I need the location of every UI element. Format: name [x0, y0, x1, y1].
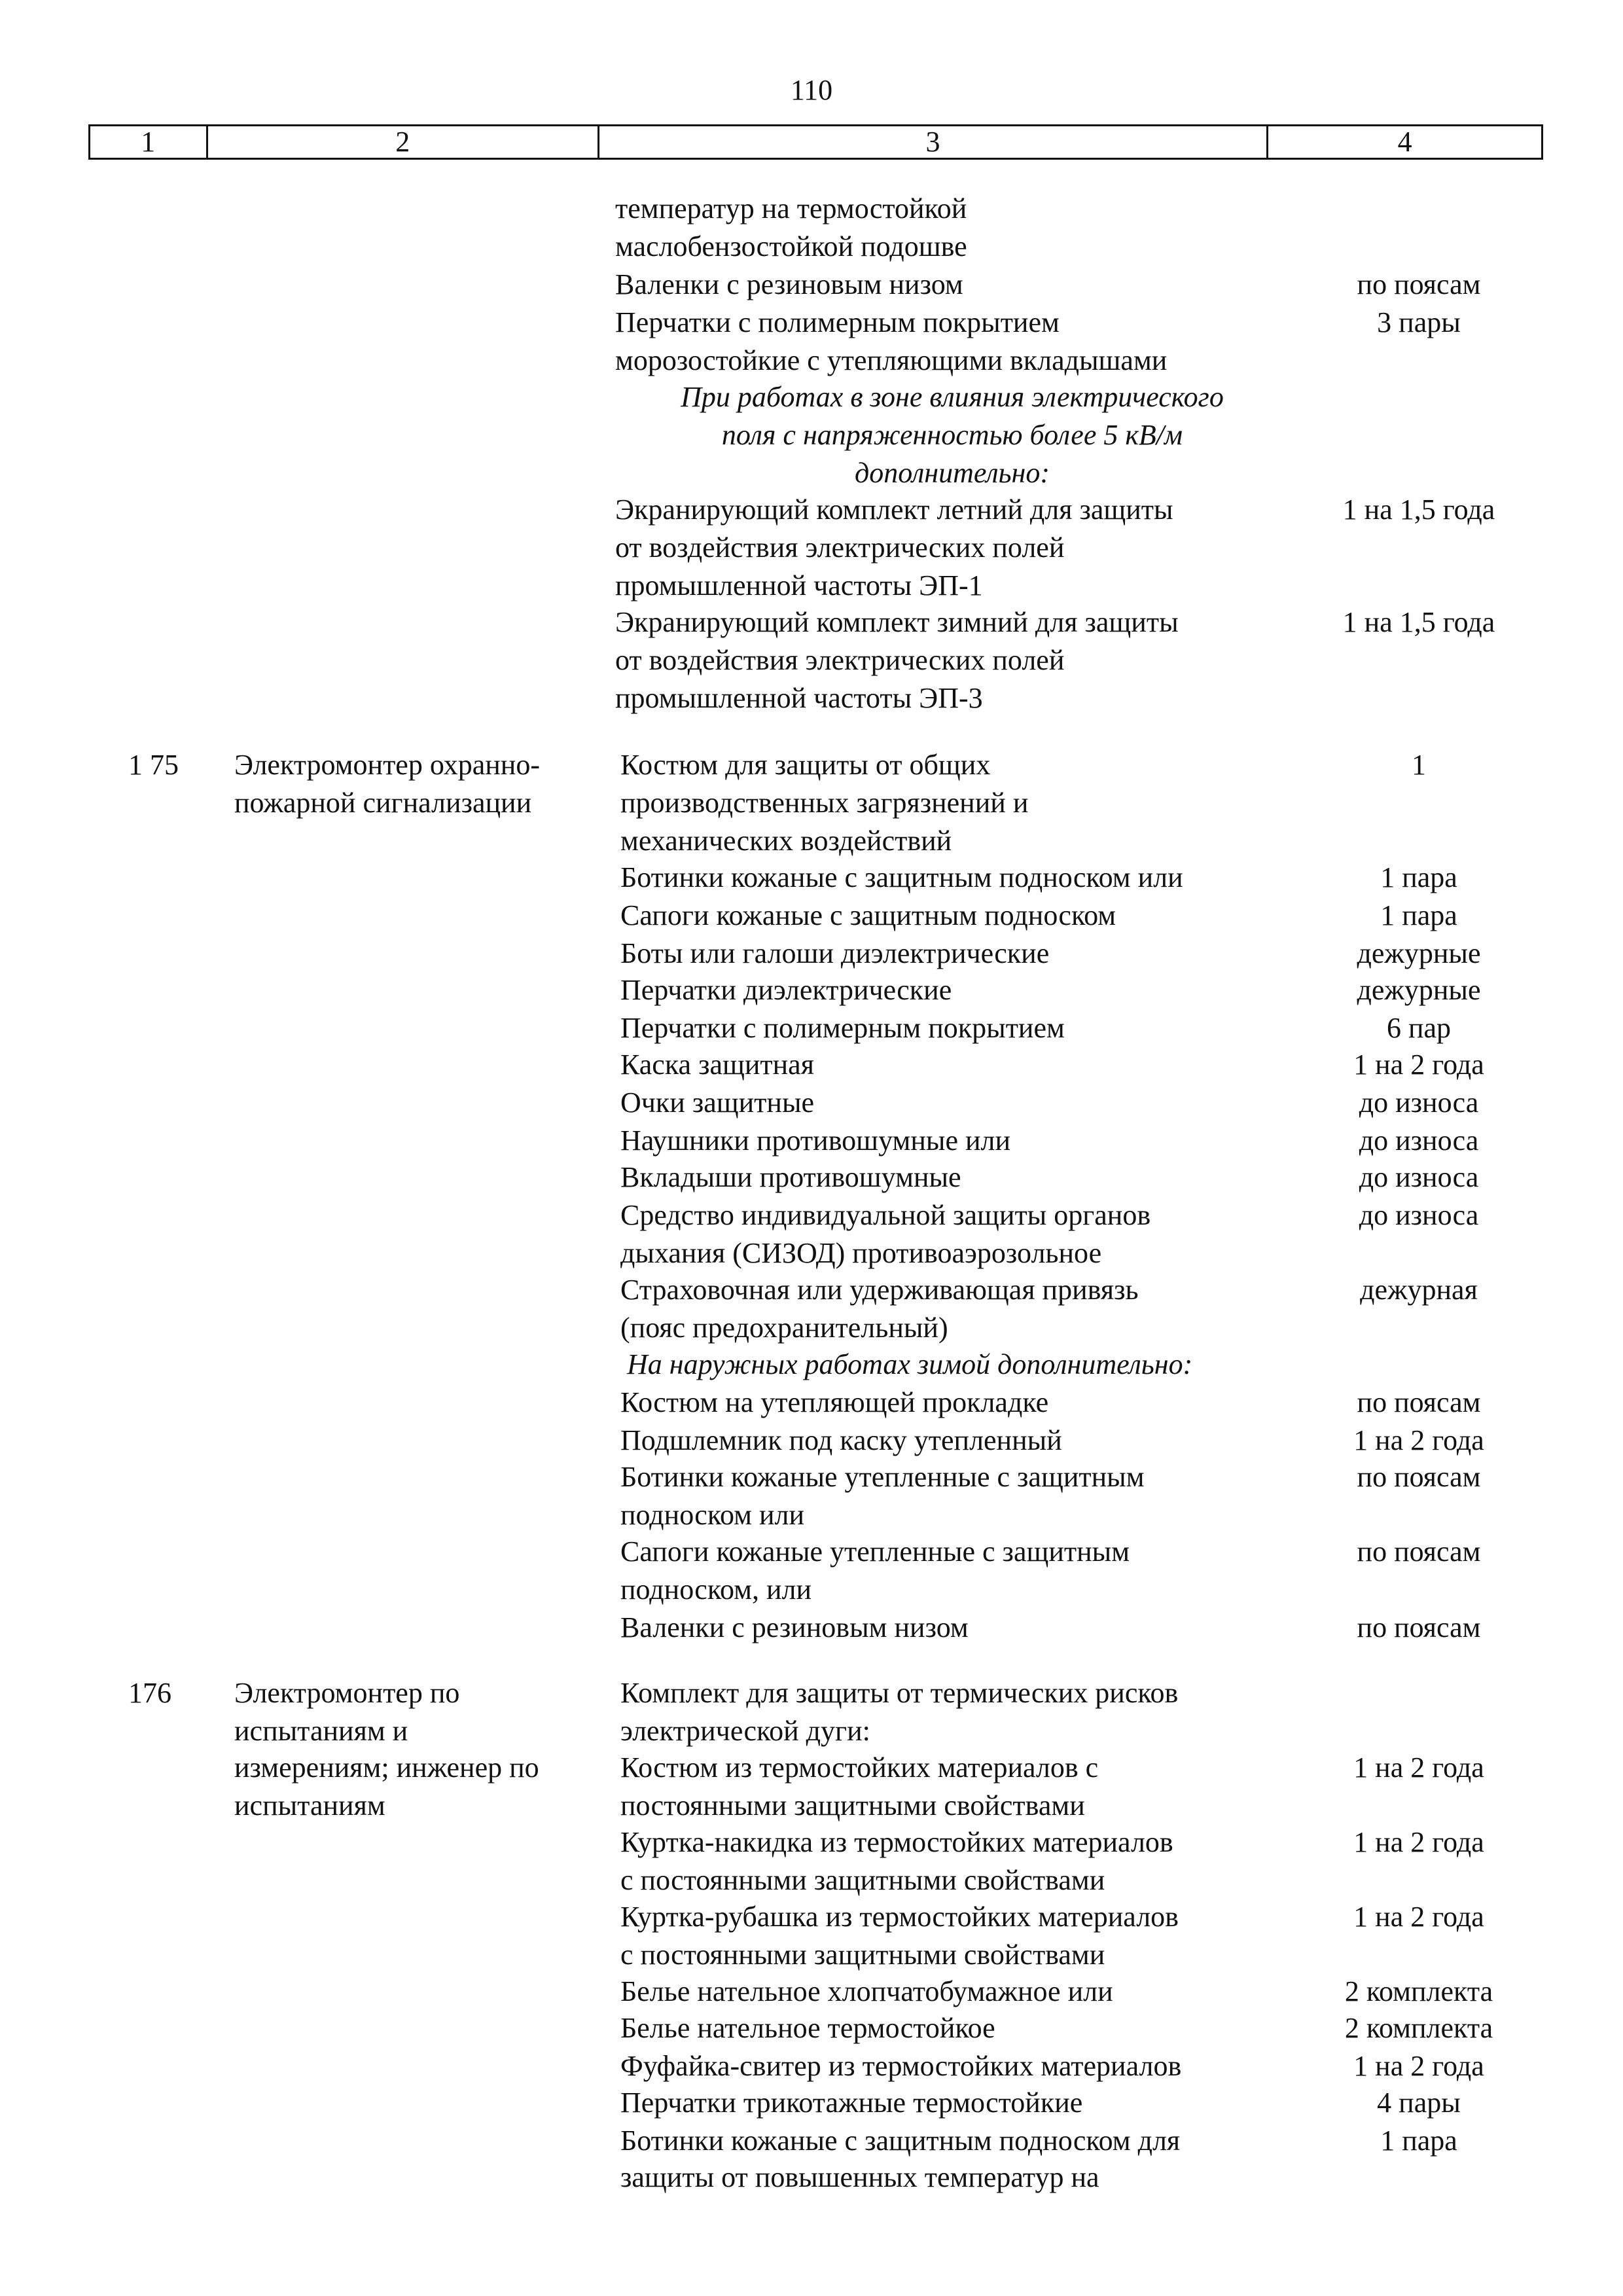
item-line: подноском, или: [620, 1573, 812, 1605]
item-qty: 1 на 2 года: [1353, 1751, 1484, 1784]
item-line: механических воздействий: [620, 825, 952, 857]
item-line: промышленной частоты ЭП-1: [615, 569, 983, 601]
item-line: электрической дуги:: [620, 1715, 870, 1747]
note-line: дополнительно:: [854, 457, 1050, 489]
row-number: 1 75: [128, 749, 179, 781]
item-line: Очки защитные: [620, 1086, 815, 1119]
item-qty: по поясам: [1357, 1386, 1481, 1418]
item-qty: по поясам: [1357, 1611, 1481, 1643]
item-qty: 1 пара: [1380, 861, 1457, 893]
profession-line: Электромонтер по: [234, 1677, 460, 1709]
item-line: Валенки с резиновым низом: [620, 1611, 969, 1643]
profession-line: испытаниям: [234, 1789, 385, 1821]
item-qty: 1 на 2 года: [1353, 1424, 1484, 1456]
item-line: постоянными защитными свойствами: [620, 1789, 1085, 1821]
item-qty: 3 пары: [1377, 306, 1461, 338]
item-line: Наушники противошумные или: [620, 1124, 1011, 1157]
item-line: температур на термостойкой: [615, 192, 967, 224]
item-qty: по поясам: [1357, 1535, 1481, 1568]
note-line: На наружных работах зимой дополнительно:: [627, 1348, 1193, 1380]
item-line: Костюм на утепляющей прокладке: [620, 1386, 1049, 1418]
item-line: Ботинки кожаные с защитным подноском или: [620, 861, 1183, 893]
item-qty: до износа: [1359, 1199, 1479, 1231]
item-line: с постоянными защитными свойствами: [620, 1864, 1105, 1896]
row-number: 176: [128, 1677, 171, 1709]
item-line: защиты от повышенных температур на: [620, 2161, 1099, 2193]
profession-line: испытаниям и: [234, 1715, 408, 1747]
item-qty: по поясам: [1357, 1461, 1481, 1493]
item-line: морозостойкие с утепляющими вкладышами: [615, 344, 1168, 376]
profession-line: Электромонтер охранно-: [234, 749, 541, 781]
item-qty: 1 на 2 года: [1353, 2050, 1484, 2082]
item-qty: 1 на 1,5 года: [1342, 606, 1495, 638]
item-qty: до износа: [1359, 1124, 1479, 1157]
table-header: [88, 124, 1543, 160]
item-line: Ботинки кожаные утепленные с защитным: [620, 1461, 1145, 1493]
item-line: промышленной частоты ЭП-3: [615, 682, 983, 714]
item-line: Перчатки с полимерным покрытием: [615, 306, 1060, 338]
note-line: поля с напряженностью более 5 кВ/м: [721, 419, 1183, 451]
item-line: Куртка-накидка из термостойких материалов: [620, 1826, 1173, 1858]
item-line: Белье нательное термостойкое: [620, 2012, 995, 2044]
item-qty: 2 комплекта: [1344, 1975, 1493, 2007]
item-qty: дежурная: [1360, 1274, 1478, 1306]
item-line: (пояс предохранительный): [620, 1312, 948, 1344]
item-qty: 6 пар: [1386, 1012, 1452, 1044]
item-qty: дежурные: [1357, 937, 1481, 969]
item-line: Экранирующий комплект зимний для защиты: [615, 606, 1179, 638]
item-line: производственных загрязнений и: [620, 787, 1029, 819]
header-col-2: 2: [208, 126, 599, 158]
item-qty: дежурные: [1357, 974, 1481, 1006]
header-col-3: 3: [599, 126, 1268, 158]
item-line: Комплект для защиты от термических рисков: [620, 1677, 1179, 1709]
item-line: подноском или: [620, 1499, 805, 1531]
item-line: Сапоги кожаные утепленные с защитным: [620, 1535, 1130, 1568]
item-line: Страховочная или удерживающая привязь: [620, 1274, 1139, 1306]
item-line: Перчатки диэлектрические: [620, 974, 952, 1006]
note-line: При работах в зоне влияния электрического: [681, 381, 1224, 413]
item-line: Ботинки кожаные с защитным подноском для: [620, 2125, 1181, 2157]
item-line: от воздействия электрических полей: [615, 644, 1065, 676]
item-qty: 1 на 1,5 года: [1342, 493, 1495, 526]
item-line: Сапоги кожаные с защитным подноском: [620, 899, 1116, 931]
item-qty: 2 комплекта: [1344, 2012, 1493, 2044]
item-line: с постоянными защитными свойствами: [620, 1939, 1105, 1971]
item-line: Белье нательное хлопчатобумажное или: [620, 1975, 1113, 2007]
page-number: 110: [790, 74, 833, 106]
header-col-4: 4: [1397, 126, 1412, 158]
item-line: Валенки с резиновым низом: [615, 268, 963, 300]
item-qty: 1 пара: [1380, 899, 1457, 931]
item-line: маслобензостойкой подошве: [615, 230, 967, 262]
item-qty: 1: [1412, 749, 1426, 781]
item-line: Перчатки с полимерным покрытием: [620, 1012, 1065, 1044]
item-line: Боты или галоши диэлектрические: [620, 937, 1050, 969]
profession-line: измерениям; инженер по: [234, 1751, 539, 1784]
item-line: Экранирующий комплект летний для защиты: [615, 493, 1173, 526]
item-qty: 1 на 2 года: [1353, 1826, 1484, 1858]
item-line: Куртка-рубашка из термостойких материалов: [620, 1901, 1179, 1933]
item-qty: по поясам: [1357, 268, 1481, 300]
item-line: Костюм для защиты от общих: [620, 749, 991, 781]
item-line: Перчатки трикотажные термостойкие: [620, 2087, 1083, 2119]
item-qty: 4 пары: [1377, 2087, 1461, 2119]
header-col-1: 1: [90, 126, 208, 158]
item-line: Каска защитная: [620, 1049, 814, 1081]
item-qty: до износа: [1359, 1086, 1479, 1119]
item-qty: 1 на 2 года: [1353, 1901, 1484, 1933]
item-line: Фуфайка-свитер из термостойких материалов: [620, 2050, 1182, 2082]
item-line: Подшлемник под каску утепленный: [620, 1424, 1062, 1456]
item-line: Средство индивидуальной защиты органов: [620, 1199, 1151, 1231]
item-qty: 1 пара: [1380, 2125, 1457, 2157]
item-line: Костюм из термостойких материалов с: [620, 1751, 1099, 1784]
item-line: дыхания (СИЗОД) противоаэрозольное: [620, 1237, 1102, 1269]
item-qty: до износа: [1359, 1161, 1479, 1193]
profession-line: пожарной сигнализации: [234, 787, 532, 819]
item-line: Вкладыши противошумные: [620, 1161, 961, 1193]
item-line: от воздействия электрических полей: [615, 531, 1065, 564]
item-qty: 1 на 2 года: [1353, 1049, 1484, 1081]
